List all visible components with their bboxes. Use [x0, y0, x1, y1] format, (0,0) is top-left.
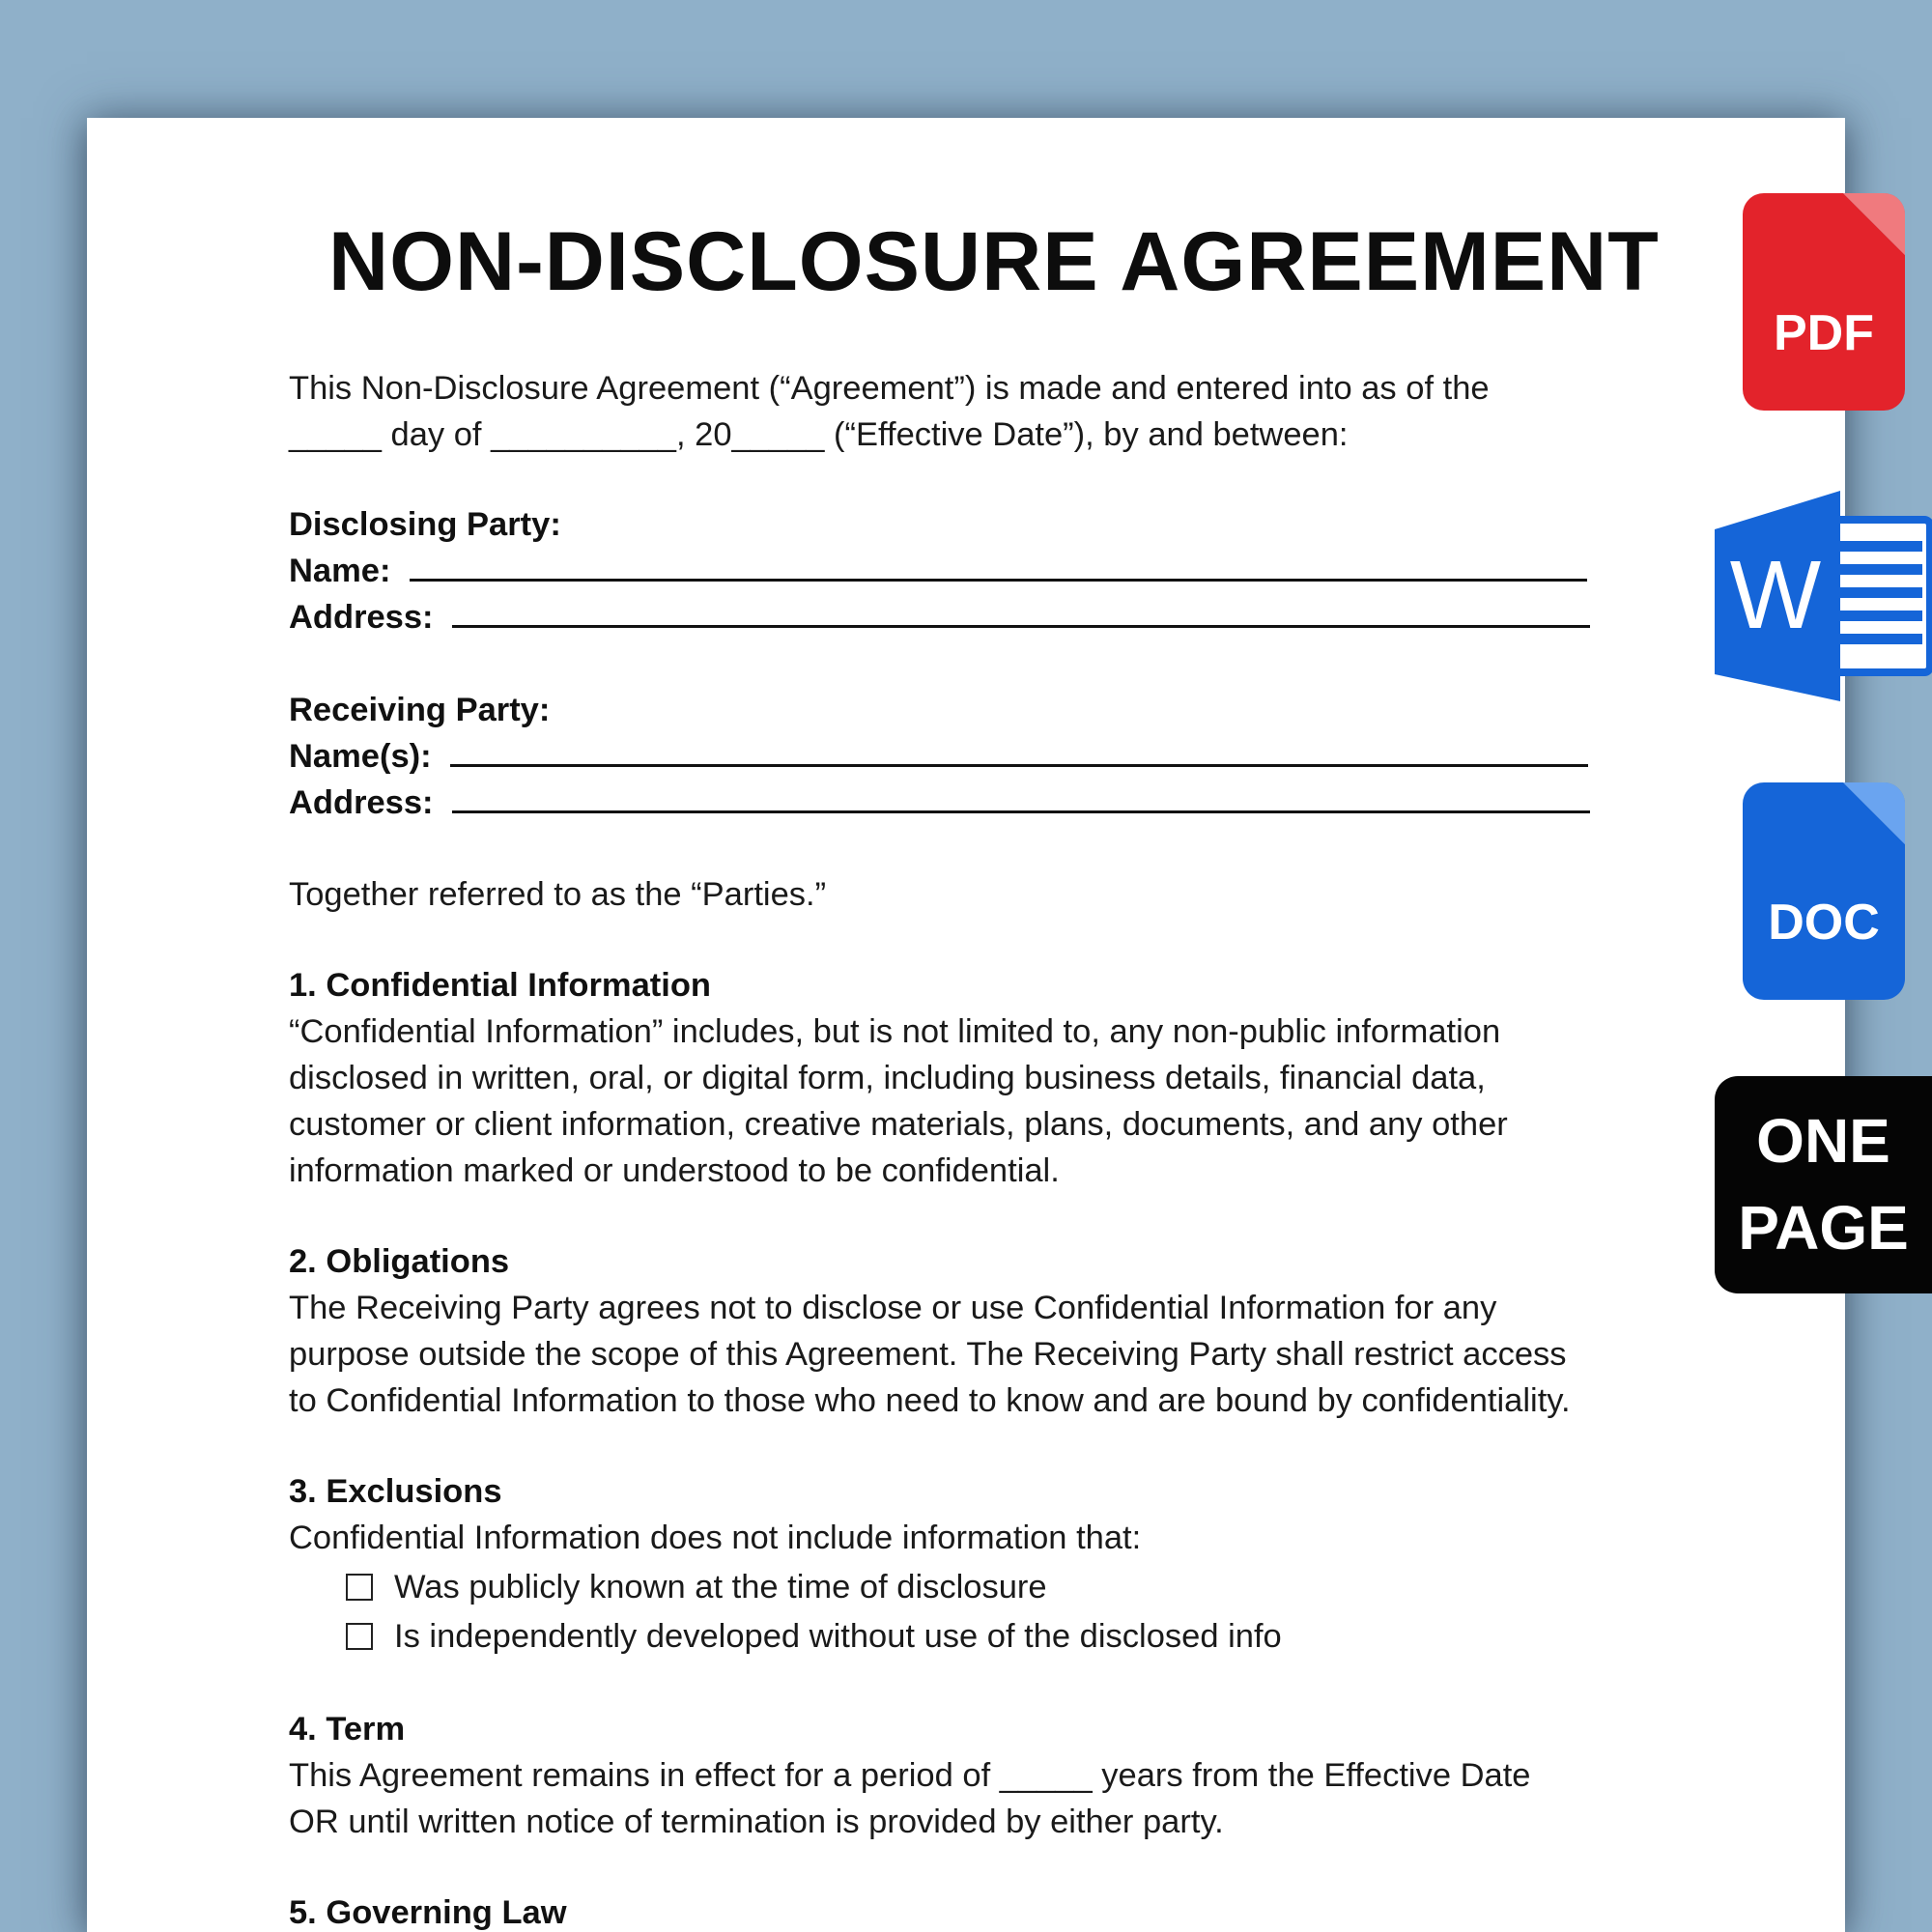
word-line-shape	[1840, 587, 1922, 598]
doc-fold-flap	[1843, 782, 1905, 844]
word-line-shape	[1840, 564, 1922, 575]
section-1-line: “Confidential Information” includes, but is not limited to, any non-public information	[289, 1013, 1501, 1050]
section-3-intro: Confidential Information does not include information that:	[289, 1520, 1142, 1556]
doc-label: DOC	[1768, 895, 1880, 951]
exclusion-checkbox[interactable]	[346, 1574, 373, 1601]
pdf-label: PDF	[1774, 305, 1874, 361]
section-1-line: customer or client information, creative materials, plans, documents, and any other	[289, 1106, 1508, 1143]
exclusion-item-label: Is independently developed without use of the disclosed info	[394, 1618, 1282, 1655]
exclusion-checkbox[interactable]	[346, 1623, 373, 1650]
receiving-name-row	[289, 733, 1588, 780]
word-line-shape	[1840, 611, 1922, 621]
disclosing-name-field[interactable]	[410, 553, 1587, 582]
together-text: Together referred to as the “Parties.”	[289, 876, 827, 913]
disclosing-name-row	[289, 548, 1587, 594]
doc-file-icon	[1743, 782, 1905, 1000]
receiving-name-label: Name(s):	[289, 738, 432, 775]
intro-line-2: _____ day of __________, 20_____ (“Effective Date”), by and between:	[289, 416, 1349, 453]
section-2-line: purpose outside the scope of this Agreement. The Receiving Party shall restrict access	[289, 1336, 1567, 1373]
section-2-line: The Receiving Party agrees not to disclose or use Confidential Information for any	[289, 1290, 1497, 1326]
section-5-heading: 5. Governing Law	[289, 1894, 567, 1931]
one-page-badge	[1715, 1076, 1932, 1293]
receiving-address-row	[289, 780, 1590, 826]
disclosing-name-label: Name:	[289, 553, 391, 589]
disclosing-address-row	[289, 594, 1590, 640]
word-line-shape	[1840, 541, 1922, 552]
one-page-line-1: ONE	[1756, 1106, 1890, 1176]
word-line-shape	[1840, 634, 1922, 644]
disclosing-party-heading: Disclosing Party:	[289, 506, 561, 543]
word-icon	[1715, 491, 1932, 701]
disclosing-address-field[interactable]	[452, 599, 1590, 628]
pdf-fold-flap	[1843, 193, 1905, 255]
section-4-heading: 4. Term	[289, 1711, 406, 1747]
exclusion-item	[346, 1613, 1282, 1660]
receiving-name-field[interactable]	[450, 738, 1588, 767]
exclusion-item	[346, 1564, 1047, 1610]
section-4-line: This Agreement remains in effect for a period of _____ years from the Effective Date	[289, 1757, 1531, 1794]
section-1-line: information marked or understood to be confidential.	[289, 1152, 1060, 1189]
receiving-party-heading: Receiving Party:	[289, 692, 551, 728]
exclusion-item-label: Was publicly known at the time of disclosure	[394, 1569, 1047, 1605]
section-4-line: OR until written notice of termination is provided by either party.	[289, 1804, 1224, 1840]
section-1-line: disclosed in written, oral, or digital form, including business details, financial data,	[289, 1060, 1486, 1096]
pdf-file-icon	[1743, 193, 1905, 411]
section-1-heading: 1. Confidential Information	[289, 967, 711, 1004]
intro-line-1: This Non-Disclosure Agreement (“Agreement”) is made and entered into as of the	[289, 370, 1490, 407]
receiving-address-field[interactable]	[452, 784, 1590, 813]
receiving-address-label: Address:	[289, 784, 434, 821]
section-2-line: to Confidential Information to those who need to know and are bound by confidentiality.	[289, 1382, 1571, 1419]
section-3-heading: 3. Exclusions	[289, 1473, 502, 1510]
disclosing-address-label: Address:	[289, 599, 434, 636]
document-title: NON-DISCLOSURE AGREEMENT	[328, 215, 1660, 308]
section-2-heading: 2. Obligations	[289, 1243, 510, 1280]
word-letter: W	[1729, 541, 1822, 649]
one-page-line-2: PAGE	[1738, 1193, 1909, 1263]
